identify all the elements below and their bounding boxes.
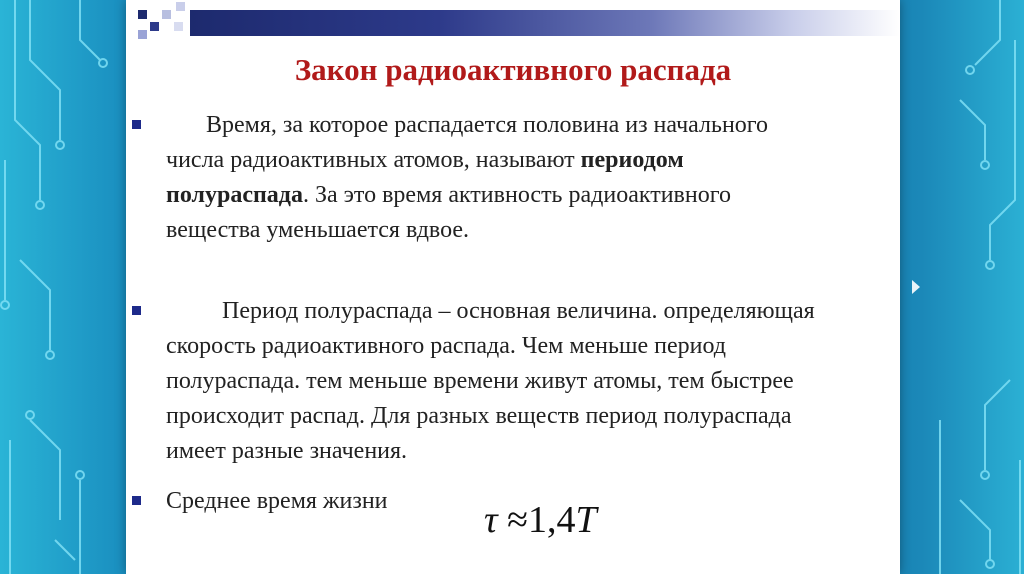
- header-gradient-bar: [190, 10, 900, 36]
- header-square: [150, 22, 159, 31]
- bullet-text-start: Время, за которое распадается половина из начального числа радиоактивных атомов, называют: [166, 112, 769, 173]
- bullet-marker: [132, 120, 141, 129]
- formula-symbol: τ: [484, 499, 498, 541]
- header-square: [174, 22, 183, 31]
- formula-value: 1,4: [527, 499, 576, 541]
- header-square: [162, 10, 171, 19]
- formula-approx: ≈: [507, 499, 528, 541]
- bullet-text-end: . За это время активность радиоактивного вещества уменьшается вдвое.: [166, 182, 731, 243]
- half-life-formula: [484, 498, 597, 542]
- bullet-bold-term: периодом полураспада: [166, 147, 684, 208]
- formula-period: T: [575, 499, 597, 541]
- slide-title: Закон радиоактивного распада: [294, 52, 732, 87]
- header-square: [176, 2, 185, 11]
- bullet-text: Среднее время жизни: [166, 488, 388, 514]
- bullet-text: [166, 294, 826, 469]
- header-square: [138, 10, 147, 19]
- header-square: [138, 30, 147, 39]
- bullet-marker: [132, 496, 141, 505]
- bullet-marker: [132, 306, 141, 315]
- bullet-text: [166, 108, 826, 248]
- bullet-text-content: Период полураспада – основная величина. определяющая скорость радиоактивного распада. Чем меньше период полураспада. тем меньше времени живут атомы, тем быстрее происходит распад. Для разных веществ период полураспада имеет разные значения.: [166, 298, 815, 464]
